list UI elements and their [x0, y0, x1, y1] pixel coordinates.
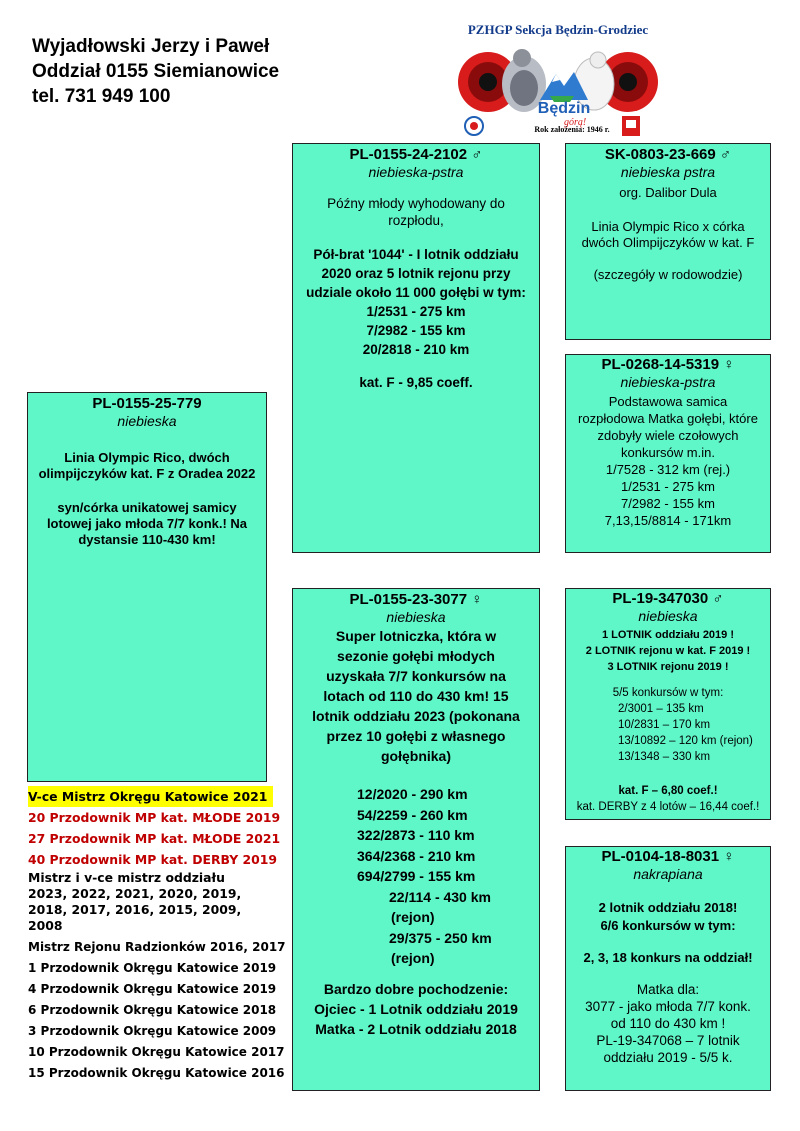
achievement-text: Super lotniczka, która w sezonie gołębi młodych uzyskała 7/7 konkursów na lotach od 110 do 430 km! 15 lotnik oddziału 2023 (pokonana przez 10 gołębi z własnego gołębnika) — [312, 628, 520, 764]
phone-number: tel. 731 949 100 — [32, 86, 171, 107]
result-line: 13/1348 – 330 km — [618, 751, 711, 763]
derby-coefficient-text: kat. DERBY z 4 lotów – 16,44 coef.! — [576, 801, 760, 813]
result-line: 22/114 - 430 km — [389, 888, 491, 905]
pigeon-card-father — [292, 143, 540, 553]
ring-number: PL-0104-18-8031 ♀ — [601, 848, 735, 865]
lineage-text: Linia Olympic Rico, dwóch olimpijczyków kat. F z Oradea 2022 — [38, 450, 256, 481]
achievement-highlight: V-ce Mistrz Okręgu Katowice 2021 — [28, 786, 273, 807]
achievement-item: 1 Przodownik Okręgu Katowice 2019 — [28, 961, 277, 975]
result-line: 364/2368 - 210 km — [357, 847, 476, 864]
pigeon-card-fathers-father — [565, 143, 771, 340]
logo-slogan: górą! — [564, 117, 587, 128]
ring-number: PL-0155-25-779 — [92, 395, 202, 412]
result-line: 1/2531 - 275 km — [366, 304, 466, 319]
achievement-red: 40 Przodownik MP kat. DERBY 2019 — [28, 852, 278, 867]
description-text: syn/córka unikatowej samicy lotowej jako młoda 7/7 konk.! Na dystansie 110-430 km! — [46, 500, 248, 547]
achievements-list — [28, 786, 308, 1084]
achievement-text: 2 lotnik oddziału 2018! — [598, 900, 738, 915]
result-line: 20/2818 - 210 km — [362, 342, 470, 357]
logo-title: PZHGP Sekcja Będzin-Grodziec — [467, 22, 649, 37]
achievement-item: 10 Przodownik Okręgu Katowice 2017 — [28, 1045, 285, 1059]
results-intro: 5/5 konkursów w tym: — [612, 687, 724, 699]
achievement-item: 15 Przodownik Okręgu Katowice 2016 — [28, 1066, 285, 1080]
ring-number: PL-19-347030 ♂ — [612, 590, 724, 607]
achievement-item: 4 Przodownik Okręgu Katowice 2019 — [28, 982, 277, 996]
lineage-text: Linia Olympic Rico x córka dwóch Olimpijczyków w kat. F — [581, 219, 755, 250]
result-line: 7/2982 - 155 km — [621, 496, 715, 511]
title-line: 3 LOTNIK rejonu 2019 ! — [607, 661, 729, 673]
logo-graphic — [452, 22, 664, 140]
pigeon-color: niebieska — [638, 608, 698, 624]
pigeon-color: niebieska — [117, 413, 177, 429]
note-text: (szczegóły w rodowodzie) — [593, 267, 743, 282]
offspring-line: PL-19-347068 – 7 lotnik oddziału 2019 - 5/5 k. — [596, 1033, 740, 1065]
logo-founded: Rok założenia: 1946 r. — [534, 125, 610, 134]
achievement-text: Pół-brat '1044' - I lotnik oddziału 2020 oraz 5 lotnik rejonu przy udziale około 11 000 gołębi w tym: — [306, 247, 526, 300]
pigeon-card-mothers-mother — [565, 846, 771, 1091]
mother-of-heading: Matka dla: — [636, 982, 700, 997]
description-text: Podstawowa samica rozpłodowa Matka gołębi, które zdobyły wiele czołowych konkursów m.in. — [578, 394, 758, 460]
achievement-multi-year: Mistrz i v-ce mistrz oddziału 2023, 2022, 2021, 2020, 2019, 2018, 2017, 2016, 2015, 2009, 2008 — [28, 870, 242, 933]
pigeon-color: nakrapiana — [633, 866, 703, 882]
pedigree-father: Ojciec - 1 Lotnik oddziału 2019 — [314, 1000, 518, 1017]
achievement-text: 2, 3, 18 konkurs na oddział! — [583, 950, 753, 965]
result-line: 12/2020 - 290 km — [357, 786, 468, 802]
achievement-red: 20 Przodownik MP kat. MŁODE 2019 — [28, 810, 281, 825]
pedigree-heading: Bardzo dobre pochodzenie: — [323, 980, 509, 997]
result-line: 322/2873 - 110 km — [357, 827, 475, 843]
result-line: 54/2259 - 260 km — [357, 806, 468, 823]
pigeon-color: niebieska-pstra — [368, 164, 464, 180]
results-list — [293, 784, 539, 969]
breeder-header — [32, 34, 279, 109]
result-line: 2/3001 – 135 km — [618, 703, 704, 715]
achievement-item: 3 Przodownik Okręgu Katowice 2009 — [28, 1024, 277, 1038]
result-line: 1/7528 - 312 km (rej.) — [605, 462, 731, 477]
title-line: 1 LOTNIK oddziału 2019 ! — [601, 629, 735, 641]
result-line: 7,13,15/8814 - 171km — [604, 513, 732, 528]
ring-number: SK-0803-23-669 ♂ — [604, 146, 732, 163]
result-line: 7/2982 - 155 km — [366, 323, 466, 338]
description-text: Późny młody wyhodowany do rozpłodu, — [327, 196, 505, 228]
achievement-red: 27 Przodownik MP kat. MŁODE 2021 — [28, 831, 281, 846]
ring-number: PL-0268-14-5319 ♀ — [601, 356, 735, 373]
pedigree-mother: Matka - 2 Lotnik oddziału 2018 — [315, 1020, 517, 1037]
pigeon-color: niebieska pstra — [620, 164, 716, 180]
pigeon-color: niebieska-pstra — [620, 374, 716, 390]
result-line: 29/375 - 250 km — [389, 929, 492, 946]
pigeon-card-fathers-mother — [565, 354, 771, 553]
pigeon-card-main — [27, 392, 267, 782]
achievement-text: 6/6 konkursów w tym: — [600, 918, 736, 933]
coefficient-text: kat. F - 9,85 coeff. — [359, 375, 473, 390]
logo-town: Będzin — [537, 100, 591, 117]
result-line: 13/10892 – 120 km (rejon) — [618, 735, 753, 747]
breeder-name: Wyjadłowski Jerzy i Paweł — [32, 36, 270, 57]
result-line: 10/2831 – 170 km — [618, 719, 711, 731]
title-line: 2 LOTNIK rejonu w kat. F 2019 ! — [585, 645, 751, 657]
result-line: 694/2799 - 155 km — [357, 868, 476, 884]
coefficient-text: kat. F – 6,80 coef.! — [618, 785, 718, 797]
pigeon-card-mothers-father — [565, 588, 771, 820]
result-line: 1/2531 - 275 km — [621, 479, 715, 494]
ring-number: PL-0155-23-3077 ♀ — [349, 591, 483, 608]
club-logo — [452, 22, 664, 140]
pigeon-color: niebieska — [386, 609, 446, 625]
branch-name: Oddział 0155 Siemianowice — [32, 61, 280, 82]
ring-number: PL-0155-24-2102 ♂ — [349, 146, 483, 163]
result-line: (rejon) — [391, 950, 435, 966]
result-line: (rejon) — [391, 909, 435, 925]
offspring-line: 3077 - jako młoda 7/7 konk. od 110 do 430 km ! — [585, 999, 751, 1031]
origin-text: org. Dalibor Dula — [619, 185, 717, 200]
achievement-item: 6 Przodownik Okręgu Katowice 2018 — [28, 1003, 277, 1017]
achievement-item: Mistrz Rejonu Radzionków 2016, 2017 — [28, 940, 286, 954]
results-list — [566, 701, 770, 765]
pigeon-card-mother — [292, 588, 540, 1091]
